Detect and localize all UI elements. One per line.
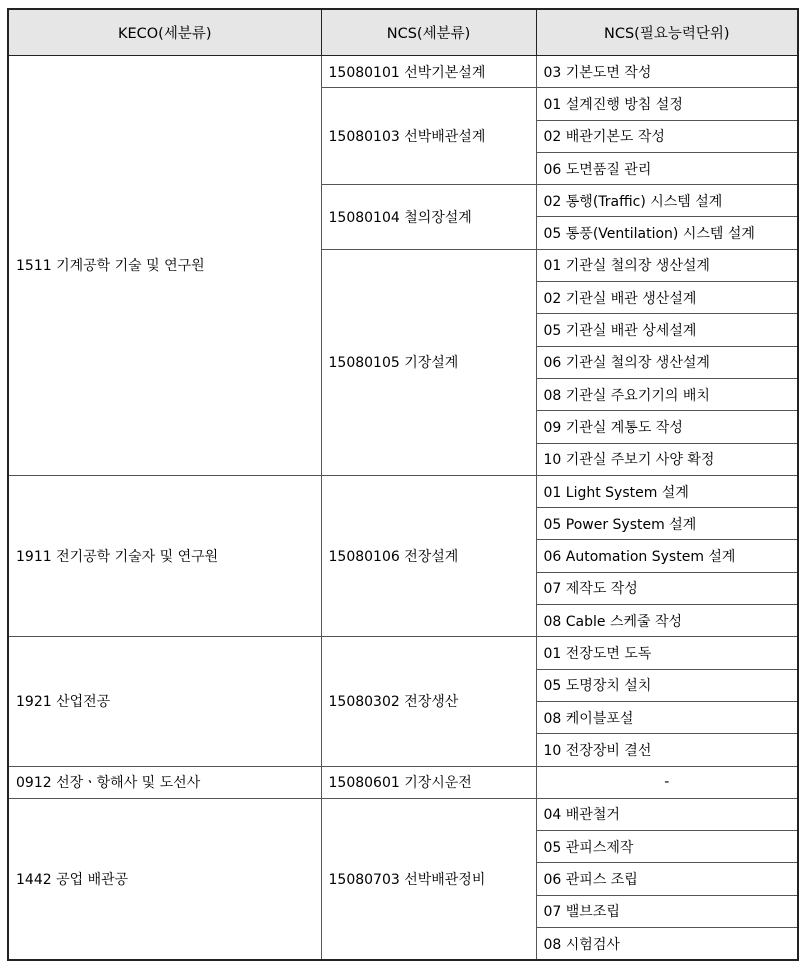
ncs-cell: 15080302 전장생산 [321,637,536,766]
ncs-unit-cell: - [536,766,798,798]
table-row [8,475,798,507]
ncs-unit-cell: 06 관피스 조립 [536,863,798,895]
ncs-unit-cell: 06 Automation System 설계 [536,540,798,572]
header-keco: KECO(세분류) [8,9,321,56]
ncs-unit-cell: 05 Power System 설계 [536,508,798,540]
header-row [8,9,798,56]
table-row [8,56,798,88]
ncs-unit-cell: 05 기관실 배관 상세설계 [536,314,798,346]
ncs-unit-cell: 08 기관실 주요기기의 배치 [536,378,798,410]
ncs-unit-cell: 10 기관실 주보기 사양 확정 [536,443,798,475]
ncs-unit-cell: 07 밸브조립 [536,895,798,927]
ncs-cell: 15080106 전장설계 [321,475,536,636]
competency-table-container [7,8,797,961]
ncs-cell: 15080103 선박배관설계 [321,88,536,185]
ncs-unit-cell: 02 통행(Traffic) 시스템 설계 [536,185,798,217]
ncs-cell: 15080703 선박배관정비 [321,798,536,960]
ncs-unit-cell: 09 기관실 계통도 작성 [536,411,798,443]
ncs-cell: 15080105 기장설계 [321,249,536,475]
keco-cell: 1921 산업전공 [8,637,321,766]
keco-cell: 1511 기계공학 기술 및 연구원 [8,56,321,476]
ncs-unit-cell: 08 Cable 스케줄 작성 [536,605,798,637]
ncs-unit-cell: 06 도면품질 관리 [536,152,798,184]
ncs-unit-cell: 01 설계진행 방침 설정 [536,88,798,120]
keco-cell: 1442 공업 배관공 [8,798,321,960]
header-ncs-units: NCS(필요능력단위) [536,9,798,56]
ncs-unit-cell: 01 기관실 철의장 생산설계 [536,249,798,281]
ncs-cell: 15080104 철의장설계 [321,185,536,250]
ncs-unit-cell: 08 시험검사 [536,928,798,961]
ncs-unit-cell: 01 Light System 설계 [536,475,798,507]
table-row [8,798,798,830]
keco-cell: 0912 선장ㆍ항해사 및 도선사 [8,766,321,798]
ncs-unit-cell: 05 통풍(Ventilation) 시스템 설계 [536,217,798,249]
ncs-unit-cell: 08 케이블포설 [536,701,798,733]
table-row [8,766,798,798]
ncs-unit-cell: 01 전장도면 도독 [536,637,798,669]
ncs-unit-cell: 06 기관실 철의장 생산설계 [536,346,798,378]
ncs-unit-cell: 03 기본도면 작성 [536,56,798,88]
ncs-unit-cell: 07 제작도 작성 [536,572,798,604]
ncs-cell: 15080601 기장시운전 [321,766,536,798]
ncs-cell: 15080101 선박기본설계 [321,56,536,88]
header-ncs: NCS(세분류) [321,9,536,56]
keco-cell: 1911 전기공학 기술자 및 연구원 [8,475,321,636]
competency-table [7,8,799,961]
ncs-unit-cell: 10 전장장비 결선 [536,734,798,766]
table-body [8,56,798,961]
ncs-unit-cell: 05 관피스제작 [536,831,798,863]
ncs-unit-cell: 04 배관철거 [536,798,798,830]
ncs-unit-cell: 02 기관실 배관 생산설계 [536,282,798,314]
ncs-unit-cell: 02 배관기본도 작성 [536,120,798,152]
table-row [8,637,798,669]
ncs-unit-cell: 05 도명장치 설치 [536,669,798,701]
